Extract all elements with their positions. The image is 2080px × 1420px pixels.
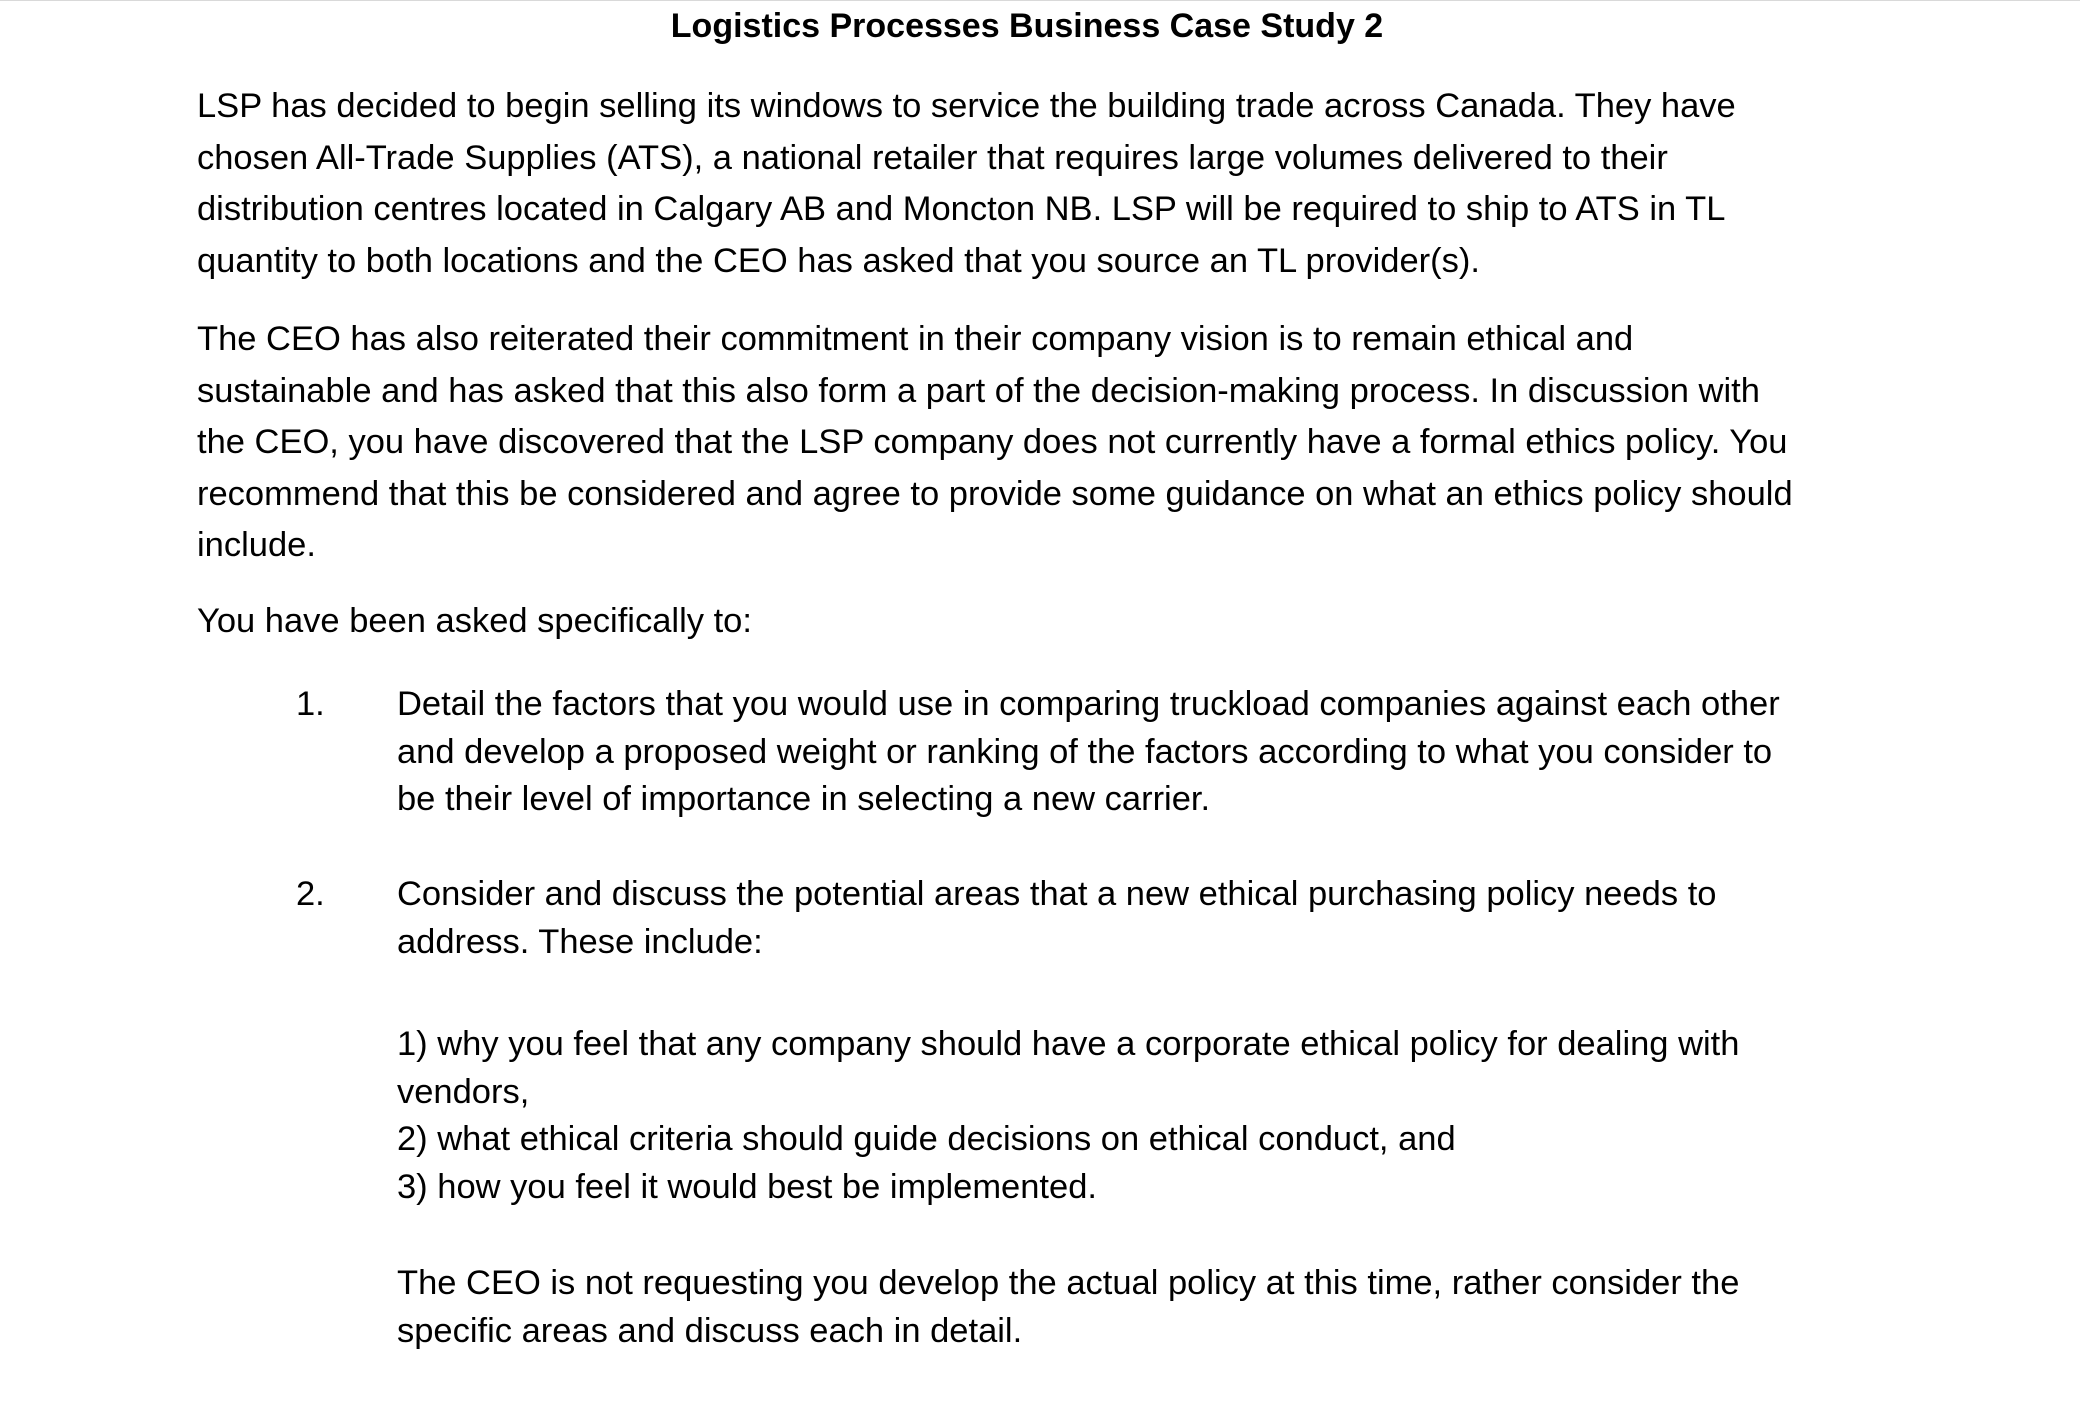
paragraph-line: sustainable and has asked that this also form a part of the decision-making process. In discussion with [197,371,1760,410]
task-intro [197,596,1877,648]
closing-note [397,1260,1877,1355]
paragraph-line: The CEO has also reiterated their commitment in their company vision is to remain ethical and [197,320,1634,358]
paragraph-line: the CEO, you have discovered that the LSP company does not currently have a formal ethics policy. You [197,423,1788,461]
document-title: Logistics Processes Business Case Study 2 [670,7,1384,45]
closing-line: The CEO is not requesting you develop the actual policy at this time, rather consider the [397,1264,1740,1302]
list-item-number: 1. [296,685,325,723]
list-item-line: Consider and discuss the potential areas that a new ethical purchasing policy needs to [397,875,1717,913]
intro-paragraph [197,81,1877,287]
closing-line: specific areas and discuss each in detail. [397,1311,1023,1350]
sub-point-line: vendors, [397,1072,530,1111]
sub-point-line: 3) how you feel it would best be implemented. [397,1167,1097,1206]
list-item-text [397,681,1877,824]
sub-points [397,1021,1877,1211]
list-item-line: address. These include: [397,922,763,961]
paragraph-line: quantity to both locations and the CEO has asked that you source an TL provider(s). [197,241,1480,280]
ethics-paragraph [197,314,1877,572]
sub-point-line: 1) why you feel that any company should have a corporate ethical policy for dealing with [397,1025,1740,1063]
sub-point-line: 2) what ethical criteria should guide decisions on ethical conduct, and [397,1120,1456,1158]
list-item-line: be their level of importance in selecting a new carrier. [397,780,1211,818]
paragraph-line: include. [197,526,316,564]
paragraph-line: LSP has decided to begin selling its windows to service the building trade across Canada. They have [197,87,1736,125]
paragraph-line: recommend that this be considered and agree to provide some guidance on what an ethics policy should [197,474,1793,513]
paragraph-line: distribution centres located in Calgary AB and Moncton NB. LSP will be required to ship to ATS in TL [197,190,1726,228]
paragraph-line: You have been asked specifically to: [197,602,752,640]
paragraph-line: chosen All-Trade Supplies (ATS), a national retailer that requires large volumes delivered to their [197,138,1668,177]
list-item-line: and develop a proposed weight or ranking of the factors according to what you consider to [397,732,1773,771]
list-item-text [397,871,1877,966]
list-item-line: Detail the factors that you would use in comparing truckload companies against each other [397,685,1780,723]
list-item-number: 2. [296,875,325,913]
